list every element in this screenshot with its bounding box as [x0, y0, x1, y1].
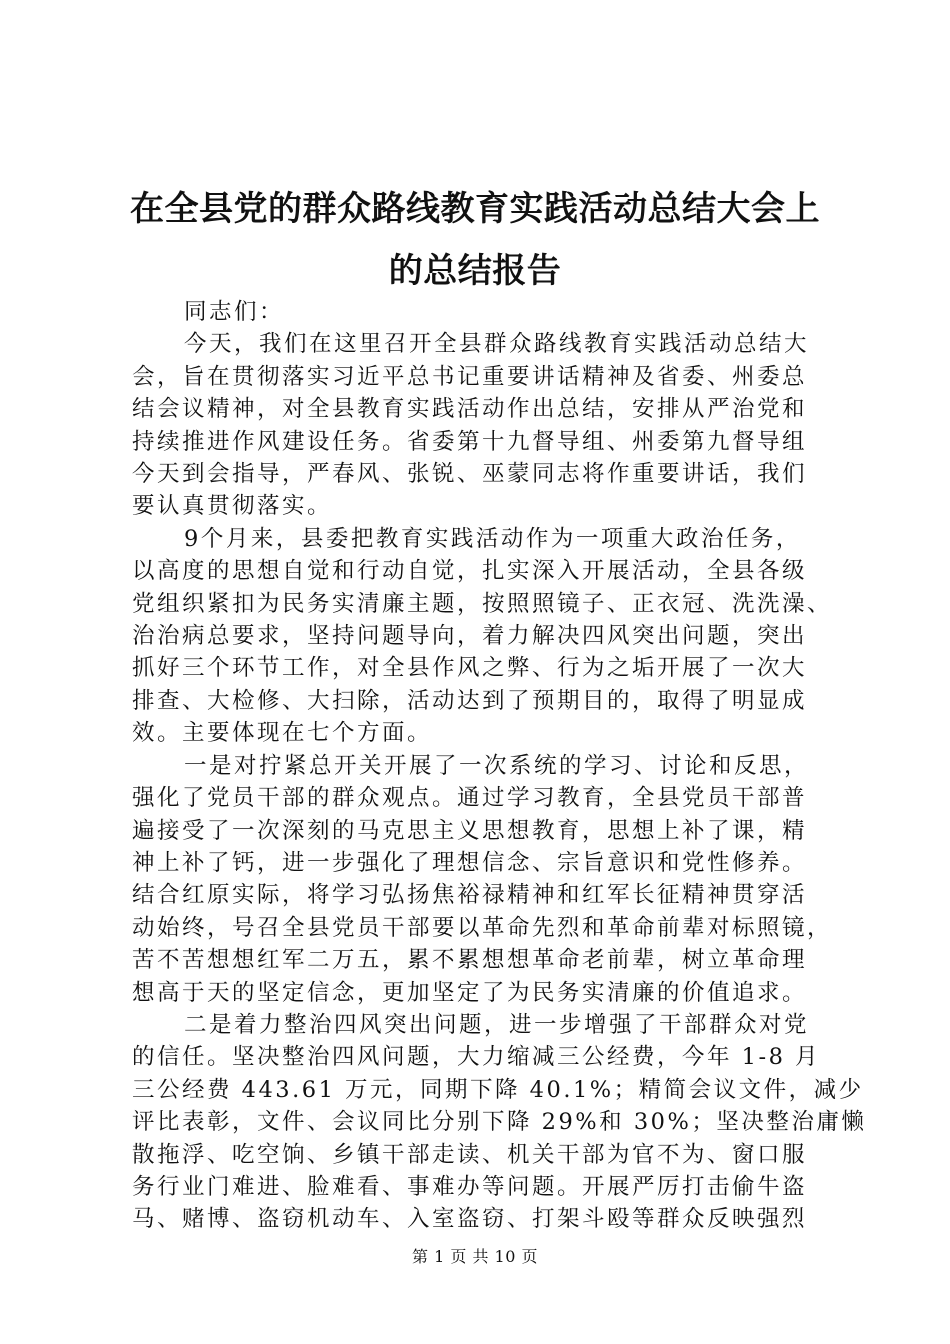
- paragraph-line: 要认真贯彻落实。: [132, 493, 333, 520]
- paragraph-line: 散拖浮、吃空饷、乡镇干部走读、机关干部为官不为、窗口服: [132, 1141, 808, 1168]
- paragraph-line: 抓好三个环节工作，对全县作风之弊、行为之垢开展了一次大: [132, 655, 808, 682]
- paragraph-line: 结合红原实际，将学习弘扬焦裕禄精神和红军长征精神贯穿活: [132, 882, 808, 909]
- paragraph-line: 今天到会指导，严春风、张锐、巫蒙同志将作重要讲话，我们: [132, 461, 808, 488]
- salutation: [132, 296, 832, 328]
- paragraph-line: 党组织紧扣为民务实清廉主题，按照照镜子、正衣冠、洗洗澡、: [132, 590, 833, 617]
- paragraph-line: 一是对拧紧总开关开展了一次系统的学习、讨论和反思，: [184, 752, 810, 779]
- document-title: [100, 178, 850, 302]
- paragraph-3: [132, 750, 832, 1009]
- title-line-1: 在全县党的群众路线教育实践活动总结大会上: [130, 189, 820, 229]
- paragraph-line: 9个月来，县委把教育实践活动作为一项重大政治任务，: [184, 525, 801, 552]
- paragraph-line: 评比表彰，文件、会议同比分别下降 29%和 30%；坚决整治庸懒: [132, 1109, 867, 1136]
- paragraph-line: 以高度的思想自觉和行动自觉，扎实深入开展活动，全县各级: [132, 558, 808, 585]
- salutation-text: 同志们：: [184, 299, 285, 325]
- page-footer: 第 1 页 共 10 页: [412, 1247, 538, 1266]
- paragraph-line: 持续推进作风建设任务。省委第十九督导组、州委第九督导组: [132, 428, 808, 455]
- paragraph-line: 马、赌博、盗窃机动车、入室盗窃、打架斗殴等群众反映强烈: [132, 1206, 808, 1233]
- paragraph-line: 二是着力整治四风突出问题，进一步增强了干部群众对党: [184, 1011, 810, 1038]
- paragraph-line: 神上补了钙，进一步强化了理想信念、宗旨意识和党性修养。: [132, 849, 808, 876]
- paragraph-line: 想高于天的坚定信念，更加坚定了为民务实清廉的价值追求。: [132, 979, 808, 1006]
- paragraph-line: 动始终，号召全县党员干部要以革命先烈和革命前辈对标照镜，: [132, 914, 833, 941]
- paragraph-line: 的信任。坚决整治四风问题，大力缩减三公经费，今年 1-8 月: [132, 1044, 821, 1071]
- paragraph-line: 今天，我们在这里召开全县群众路线教育实践活动总结大: [184, 331, 810, 358]
- paragraph-line: 排查、大检修、大扫除，活动达到了预期目的，取得了明显成: [132, 687, 808, 714]
- paragraph-line: 遍接受了一次深刻的马克思主义思想教育，思想上补了课，精: [132, 817, 808, 844]
- title-line-2: 的总结报告: [388, 251, 562, 291]
- paragraph-line: 苦不苦想想红军二万五，累不累想想革命老前辈，树立革命理: [132, 947, 808, 974]
- paragraph-4: [132, 1009, 867, 1236]
- paragraph-line: 会，旨在贯彻落实习近平总书记重要讲话精神及省委、州委总: [132, 363, 808, 390]
- paragraph-1: [132, 328, 832, 522]
- paragraph-2: [132, 523, 832, 750]
- paragraph-line: 效。主要体现在七个方面。: [132, 720, 433, 747]
- paragraph-line: 三公经费 443.61 万元，同期下降 40.1%；精简会议文件，减少: [132, 1076, 864, 1103]
- paragraph-line: 治治病总要求，坚持问题导向，着力解决四风突出问题，突出: [132, 623, 808, 650]
- paragraph-line: 务行业门难进、脸难看、事难办等问题。开展严厉打击偷牛盗: [132, 1173, 808, 1200]
- paragraph-line: 结会议精神，对全县教育实践活动作出总结，安排从严治党和: [132, 396, 808, 423]
- paragraph-line: 强化了党员干部的群众观点。通过学习教育，全县党员干部普: [132, 785, 808, 812]
- document-body: [132, 296, 867, 1236]
